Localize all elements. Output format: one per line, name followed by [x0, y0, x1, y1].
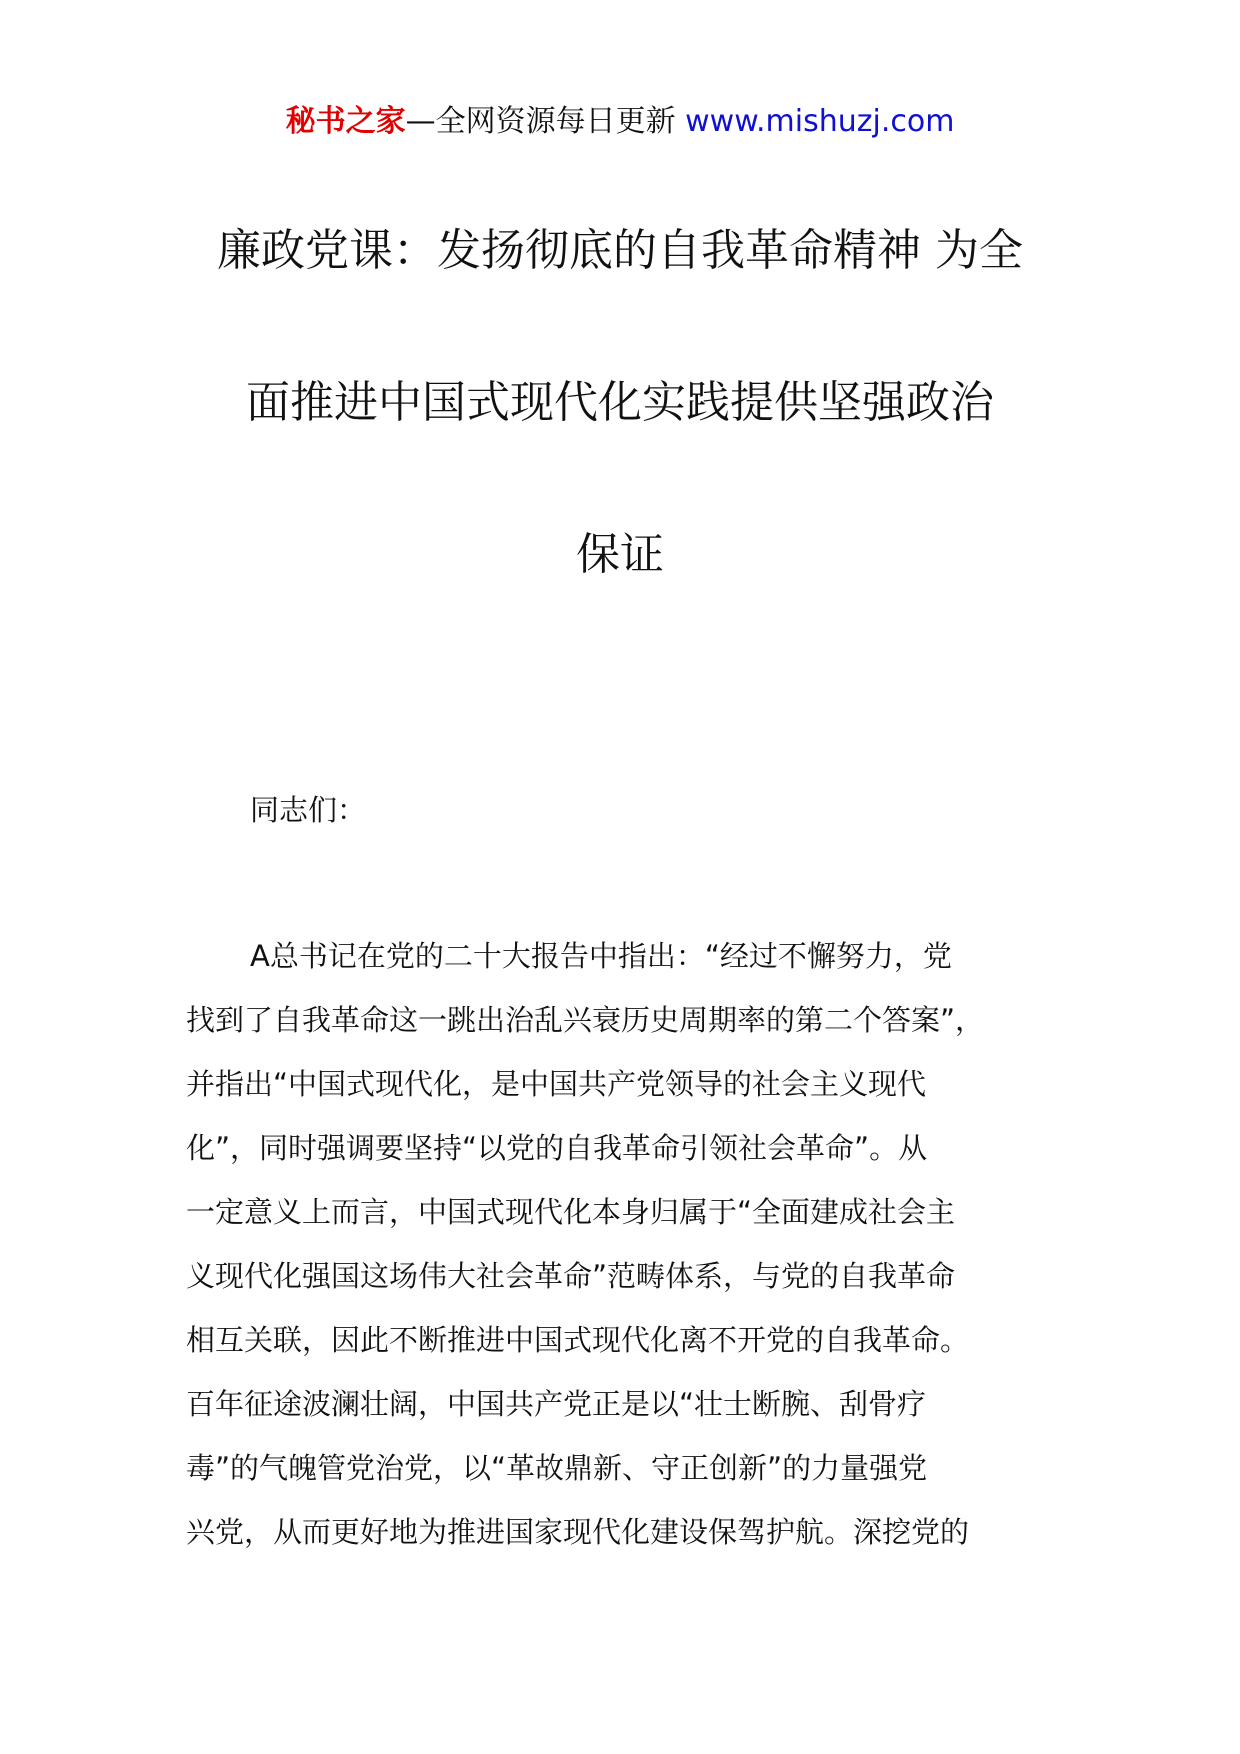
header-slogan: —全网资源每日更新	[405, 104, 686, 139]
body-line: 义现代化强国这场伟大社会革命”范畴体系，与党的自我革命	[186, 1259, 956, 1293]
title-line: 廉政党课：发扬彻底的自我革命精神 为全	[217, 225, 1023, 276]
site-url-link[interactable]: www.mishuzj.com	[685, 104, 955, 139]
site-header	[0, 100, 1240, 144]
body-line: A总书记在党的二十大报告中指出：“经过不懈努力，党	[250, 939, 952, 973]
body-line: 百年征途波澜壮阔，中国共产党正是以“壮士断腕、刮骨疗	[186, 1387, 927, 1421]
body-line: 兴党，从而更好地为推进国家现代化建设保驾护航。深挖党的	[186, 1515, 970, 1549]
title-line: 保证	[576, 529, 664, 580]
body-line: 一定意义上而言，中国式现代化本身归属于“全面建成社会主	[186, 1195, 956, 1229]
body-line: 并指出“中国式现代化，是中国共产党领导的社会主义现代	[186, 1067, 927, 1101]
body-paragraph	[186, 924, 1086, 1564]
title-line: 面推进中国式现代化实践提供坚强政治	[246, 377, 994, 428]
body-line: 相互关联，因此不断推进中国式现代化离不开党的自我革命。	[186, 1323, 970, 1357]
site-brand: 秘书之家	[285, 104, 406, 139]
body-line: 毒”的气魄管党治党，以“革故鼎新、守正创新”的力量强党	[186, 1451, 928, 1485]
body-line: 化”，同时强调要坚持“以党的自我革命引领社会革命”。从	[186, 1131, 928, 1165]
document-title	[180, 175, 1060, 631]
body-line: 找到了自我革命这一跳出治乱兴衰历史周期率的第二个答案”，	[186, 1003, 985, 1037]
salutation: 同志们：	[250, 793, 367, 827]
